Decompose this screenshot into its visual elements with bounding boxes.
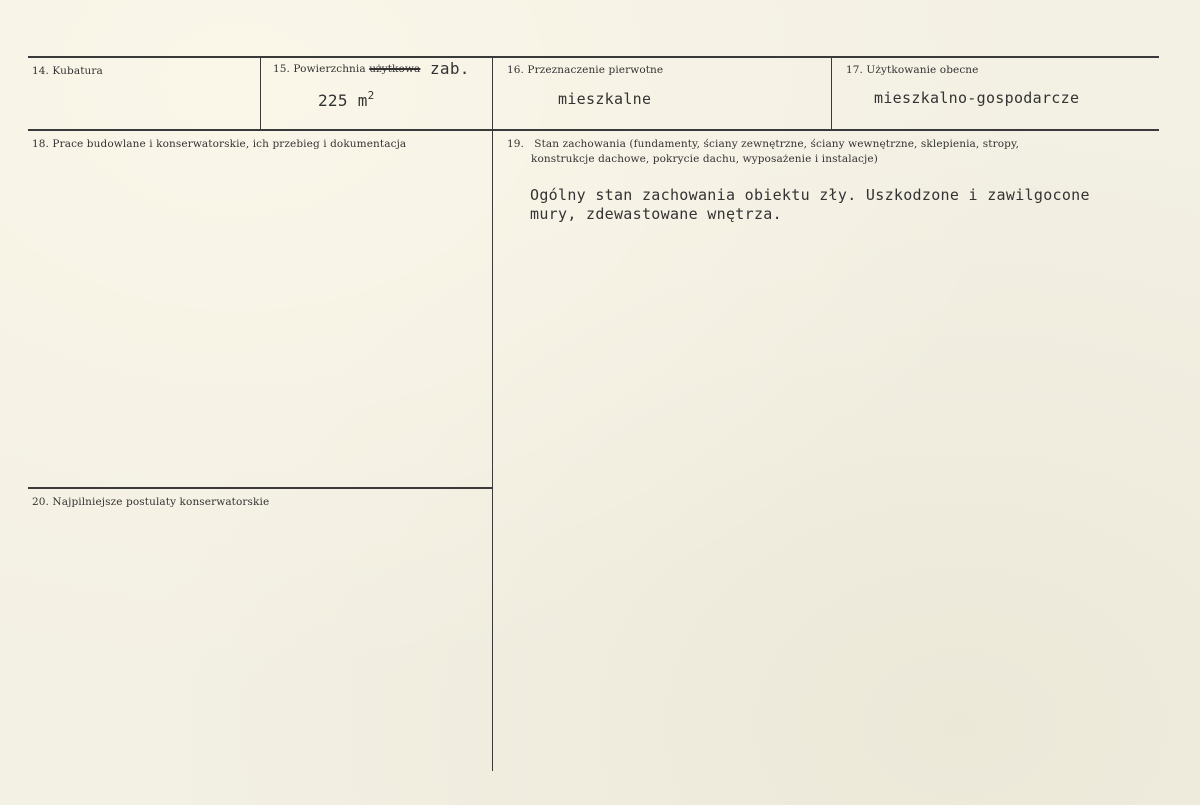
field-19-value-line1: Ogólny stan zachowania obiektu zły. Uszkodzone i zawilgocone — [530, 186, 1090, 204]
divider-15-16 — [492, 57, 493, 771]
field-17-value: mieszkalno-gospodarcze — [874, 89, 1080, 107]
divider-16-17 — [831, 57, 832, 129]
field-15-label-struck: użytkowa — [369, 63, 421, 75]
header-row-bottom-rule — [28, 129, 1159, 131]
section-20-top-rule — [28, 487, 492, 489]
divider-14-15 — [260, 57, 261, 129]
field-15-label-prefix: 15. Powierzchnia — [273, 63, 366, 75]
field-19-label-line1: 19. Stan zachowania (fundamenty, ściany zewnętrzne, ściany wewnętrzne, sklepienia, stropy, — [507, 138, 1020, 150]
field-15-value-exponent: 2 — [367, 89, 375, 102]
field-15-value-number: 225 m — [318, 91, 368, 110]
field-14-label: 14. Kubatura — [32, 65, 103, 77]
field-15-typed-correction: zab. — [430, 59, 470, 78]
top-rule — [28, 56, 1159, 58]
field-16-label: 16. Przeznaczenie pierwotne — [507, 64, 664, 76]
field-16-value: mieszkalne — [558, 90, 652, 108]
field-19-value-line2: mury, zdewastowane wnętrza. — [530, 205, 782, 223]
field-19-label-line2: konstrukcje dachowe, pokrycie dachu, wyposażenie i instalacje) — [531, 153, 878, 165]
field-20-label: 20. Najpilniejsze postulaty konserwatorskie — [32, 496, 270, 508]
field-15-label — [273, 63, 420, 75]
field-17-label: 17. Użytkowanie obecne — [846, 64, 979, 76]
field-18-label: 18. Prace budowlane i konserwatorskie, ich przebieg i dokumentacja — [32, 138, 407, 150]
field-15-value — [318, 89, 375, 110]
